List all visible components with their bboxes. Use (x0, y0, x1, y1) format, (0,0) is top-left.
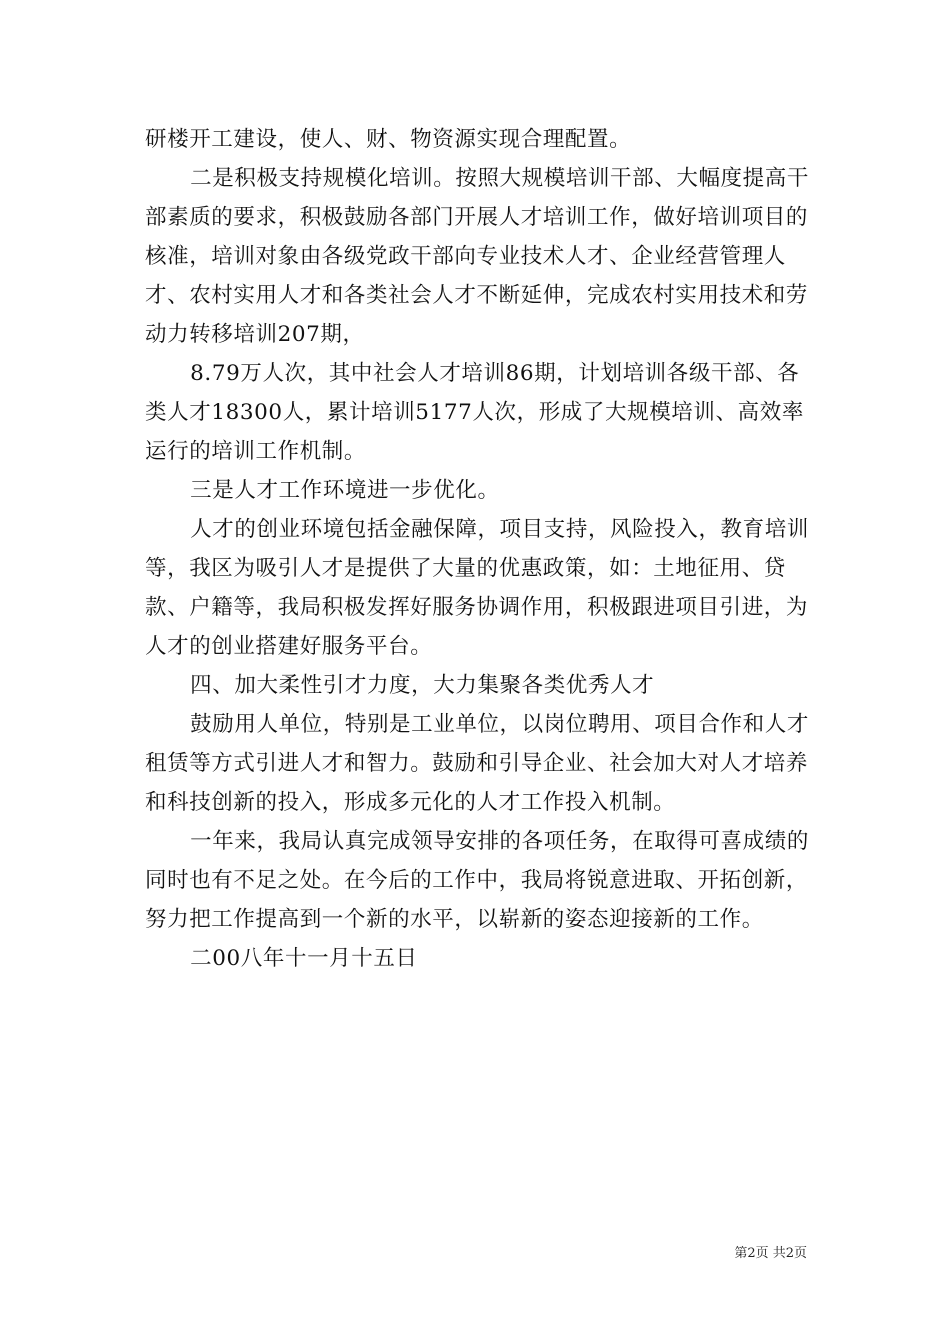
paragraph-6: 四、加大柔性引才力度，大力集聚各类优秀人才 (190, 673, 655, 698)
paragraph-1: 研楼开工建设，使人、财、物资源实现合理配置。 (145, 127, 632, 152)
document-body (145, 120, 815, 978)
paragraph-2: 二是积极支持规模化培训。按照大规模培训干部、大幅度提高干部素质的要求，积极鼓励各部门开展人才培训工作，做好培训项目的核准，培训对象由各级党政干部向专业技术人才、企业经营管理人才、农村实用人才和各类社会人才不断延伸，完成农村实用技术和劳动力转移培训207期， (145, 166, 809, 347)
date-line: 二00八年十一月十五日 (190, 946, 418, 971)
paragraph-4: 三是人才工作环境进一步优化。 (190, 478, 500, 503)
paragraph-3: 8.79万人次，其中社会人才培训86期，计划培训各级干部、各类人才18300人，累计培训5177人次，形成了大规模培训、高效率运行的培训工作机制。 (145, 361, 804, 464)
page-number-footer: 第2页 共2页 (734, 1246, 807, 1261)
paragraph-5: 人才的创业环境包括金融保障，项目支持，风险投入，教育培训等，我区为吸引人才是提供了大量的优惠政策，如：土地征用、贷款、户籍等，我局积极发挥好服务协调作用，积极跟进项目引进，为人才的创业搭建好服务平台。 (145, 517, 809, 659)
paragraph-8: 一年来，我局认真完成领导安排的各项任务，在取得可喜成绩的同时也有不足之处。在今后的工作中，我局将锐意进取、开拓创新，努力把工作提高到一个新的水平，以崭新的姿态迎接新的工作。 (145, 829, 809, 932)
paragraph-7: 鼓励用人单位，特别是工业单位，以岗位聘用、项目合作和人才租赁等方式引进人才和智力。鼓励和引导企业、社会加大对人才培养和科技创新的投入，形成多元化的人才工作投入机制。 (145, 712, 809, 815)
